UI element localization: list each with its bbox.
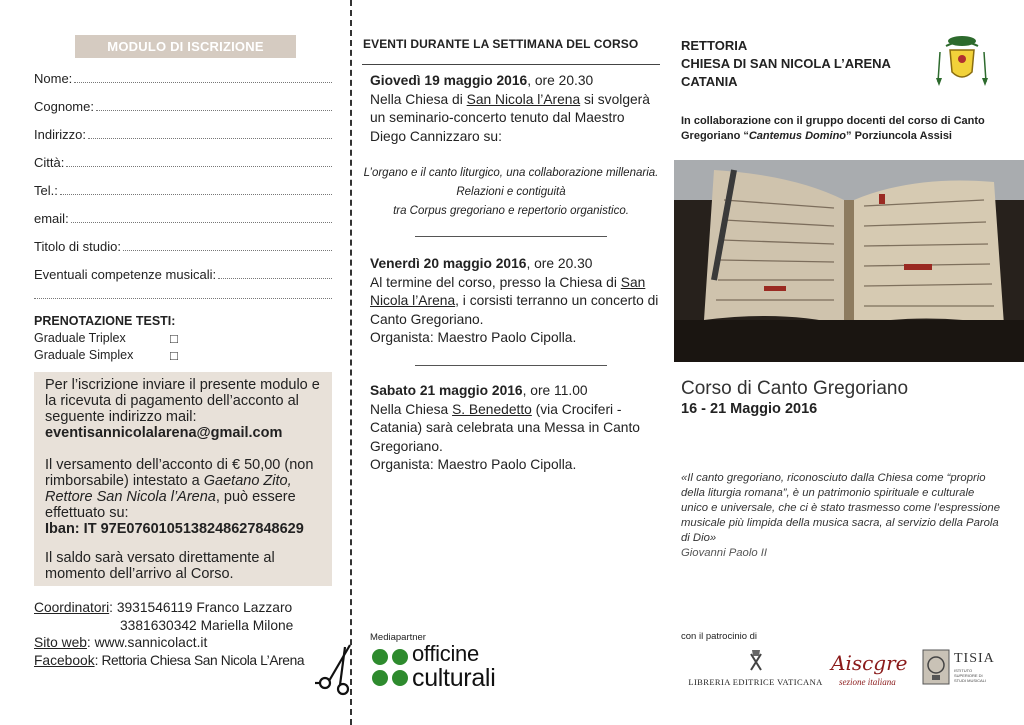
form-title: MODULO DI ISCRIZIONE (75, 35, 296, 58)
checkbox-simplex[interactable]: □ (170, 348, 178, 363)
booking-title: PRENOTAZIONE TESTI: (34, 314, 176, 328)
papal-keys-icon (745, 650, 767, 674)
seminar-title-quote: L’organo e il canto liturgico, una collaborazione millenaria. Relazioni e contiguità tra Corpus gregoriano e repertorio organistico. (363, 167, 659, 217)
lev-logo: LIBRERIA EDITRICE VATICANA (683, 650, 828, 690)
events-column (352, 0, 670, 725)
course-dates: 16 - 21 Maggio 2016 (681, 401, 818, 417)
crest-icon (932, 32, 992, 90)
checkbox-triplex[interactable]: □ (170, 331, 178, 346)
field-cognome[interactable]: Cognome: (34, 100, 332, 114)
dots-icon (370, 645, 410, 691)
info-instructions: Per l’iscrizione inviare il presente modulo e la ricevuta di pagamento dell’acconto al seguente indirizzo mail: eventisannicolalarena@gmail.com (45, 377, 320, 441)
info-email[interactable]: eventisannicolalarena@gmail.com (45, 425, 283, 441)
divider (415, 236, 607, 237)
divider (362, 64, 660, 65)
aiscgre-logo: Aiscgre sezione italiana (831, 651, 908, 687)
events-title: EVENTI DURANTE LA SETTIMANA DEL CORSO (363, 37, 639, 51)
booking-item-triplex[interactable]: Graduale Triplex □ (34, 331, 178, 346)
payment-info-box (34, 372, 332, 586)
field-titolo-studio[interactable]: Titolo di studio: (34, 240, 332, 254)
field-extra-line[interactable] (34, 298, 332, 299)
mediapartner-label: Mediapartner (370, 632, 426, 643)
scissors-icon (313, 641, 353, 701)
contacts: Coordinatori: 3931546119 Franco Lazzaro 3381630342 Mariella Milone Sito web: www.sannicolact.it Facebook: Rettoria Chiesa San Nicola L’Arena (34, 599, 344, 669)
collaboration-note: In collaborazione con il gruppo docenti del corso di Canto Gregoriano “Cantemus Domino” Porziuncola Assisi (681, 115, 985, 142)
patronage-label: con il patrocinio di (681, 631, 758, 642)
facebook-link[interactable]: Facebook: Rettoria Chiesa San Nicola L’Arena (34, 652, 305, 668)
booking-item-simplex[interactable]: Graduale Simplex □ (34, 348, 178, 363)
info-balance: Il saldo sarà versato direttamente al momento dell’arrivo al Corso. (45, 550, 275, 582)
field-indirizzo[interactable]: Indirizzo: (34, 128, 332, 142)
registration-column (0, 0, 350, 725)
seal-icon (922, 649, 950, 685)
rettoria-heading: RETTORIA CHIESA DI SAN NICOLA L’ARENA CATANIA (681, 38, 891, 89)
field-competenze[interactable]: Eventuali competenze musicali: (34, 268, 332, 282)
website-link[interactable]: Sito web: www.sannicolact.it (34, 635, 208, 650)
gradual-book-photo (674, 160, 1024, 362)
course-title: Corso di Canto Gregoriano (681, 378, 909, 399)
event-1: Giovedì 19 maggio 2016, ore 20.30 Nella Chiesa di San Nicola l’Arena si svolgerà un seminario-concerto tenuto dal Maestro Diego Cannizzaro su: (370, 73, 650, 144)
field-nome[interactable]: Nome: (34, 72, 332, 86)
info-payment: Il versamento dell’acconto di € 50,00 (non rimborsabile) intestato a Gaetano Zito, Rettore San Nicola l’Arena, può essere effettuato su: Iban: IT 97E0760105138248627848629 (45, 457, 314, 537)
field-tel[interactable]: Tel.: (34, 184, 332, 198)
event-2: Venerdì 20 maggio 2016, ore 20.30 Al termine del corso, presso la Chiesa di San Nicola l’Arena, i corsisti terranno un concerto di Canto Gregoriano. Organista: Maestro Paolo Cipolla. (370, 256, 659, 345)
papal-quote: «Il canto gregoriano, riconosciuto dalla Chiesa come “proprio della liturgia romana”, è un patrimonio spirituale e culturale unico e universale, che ci è stato trasmesso come l’espressione musicale più limpida della musica sacra, al servizio della Parola di Dio» Giovanni Paolo II (681, 472, 1000, 559)
event-3: Sabato 21 maggio 2016, ore 11.00 Nella Chiesa S. Benedetto (via Crociferi - Catania) sarà celebrata una Messa in Canto Gregoriano. Organista: Maestro Paolo Cipolla. (370, 383, 640, 472)
cover-column (672, 0, 1024, 725)
field-email[interactable]: email: (34, 212, 332, 226)
quote-author: Giovanni Paolo II (681, 547, 768, 559)
info-iban: Iban: IT 97E0760105138248627848629 (45, 521, 304, 537)
tisia-logo: TISIA ISTITUTO SUPERIORE DI STUDI MUSICALI (922, 649, 992, 689)
divider (415, 365, 607, 366)
field-citta[interactable]: Città: (34, 156, 332, 170)
officine-culturali-logo: officine culturali (370, 645, 540, 693)
